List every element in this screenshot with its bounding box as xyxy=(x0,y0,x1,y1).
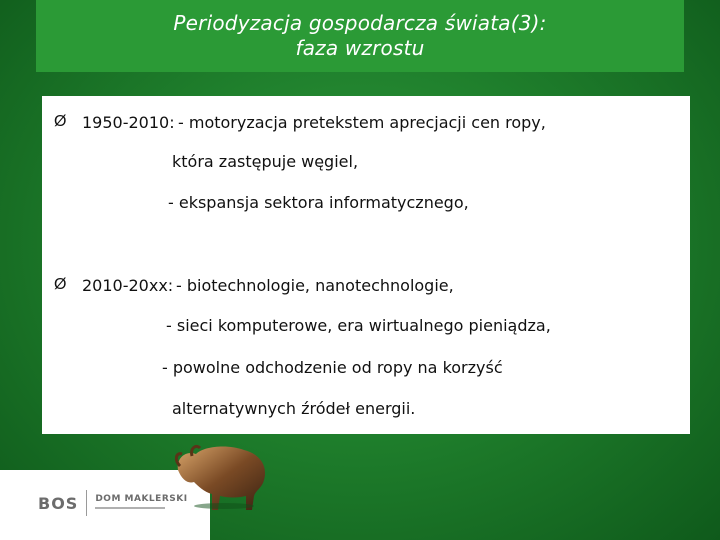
period-label-2: 2010-20xx: xyxy=(82,276,174,295)
bullet-1-line-2: która zastępuje węgiel, xyxy=(172,152,359,171)
bullet-2-line-2: - sieci komputerowe, era wirtualnego pieniądza, xyxy=(166,316,551,335)
bos-logo xyxy=(38,494,78,513)
bullet-arrow-icon: Ø xyxy=(54,276,67,293)
bullet-2-line-3: - powolne odchodzenie od ropy na korzyść xyxy=(162,358,503,377)
bullet-2-line-1: - biotechnologie, nanotechnologie, xyxy=(176,276,454,295)
company-logo xyxy=(38,490,188,516)
bullet-1-line-3: - ekspansja sektora informatycznego, xyxy=(168,193,469,212)
slide-title-line-2: faza wzrostu xyxy=(295,36,425,60)
content-box xyxy=(42,96,690,434)
title-band xyxy=(36,0,684,72)
bronze-bison-figure-icon xyxy=(168,436,278,516)
logo-name: DOM MAKLERSKI xyxy=(95,494,188,504)
bos-brand-text: BOS xyxy=(38,493,79,513)
bullet-1-line-1: - motoryzacja pretekstem aprecjacji cen ropy, xyxy=(178,113,546,132)
slide-title-line-1: Periodyzacja gospodarcza świata(3): xyxy=(173,11,547,35)
period-label-1: 1950-2010: xyxy=(82,113,175,132)
bullet-arrow-icon: Ø xyxy=(54,113,67,130)
tagline-lines-icon xyxy=(95,506,165,510)
logo-divider xyxy=(86,490,87,516)
bullet-2-line-4: alternatywnych źródeł energii. xyxy=(172,399,416,418)
